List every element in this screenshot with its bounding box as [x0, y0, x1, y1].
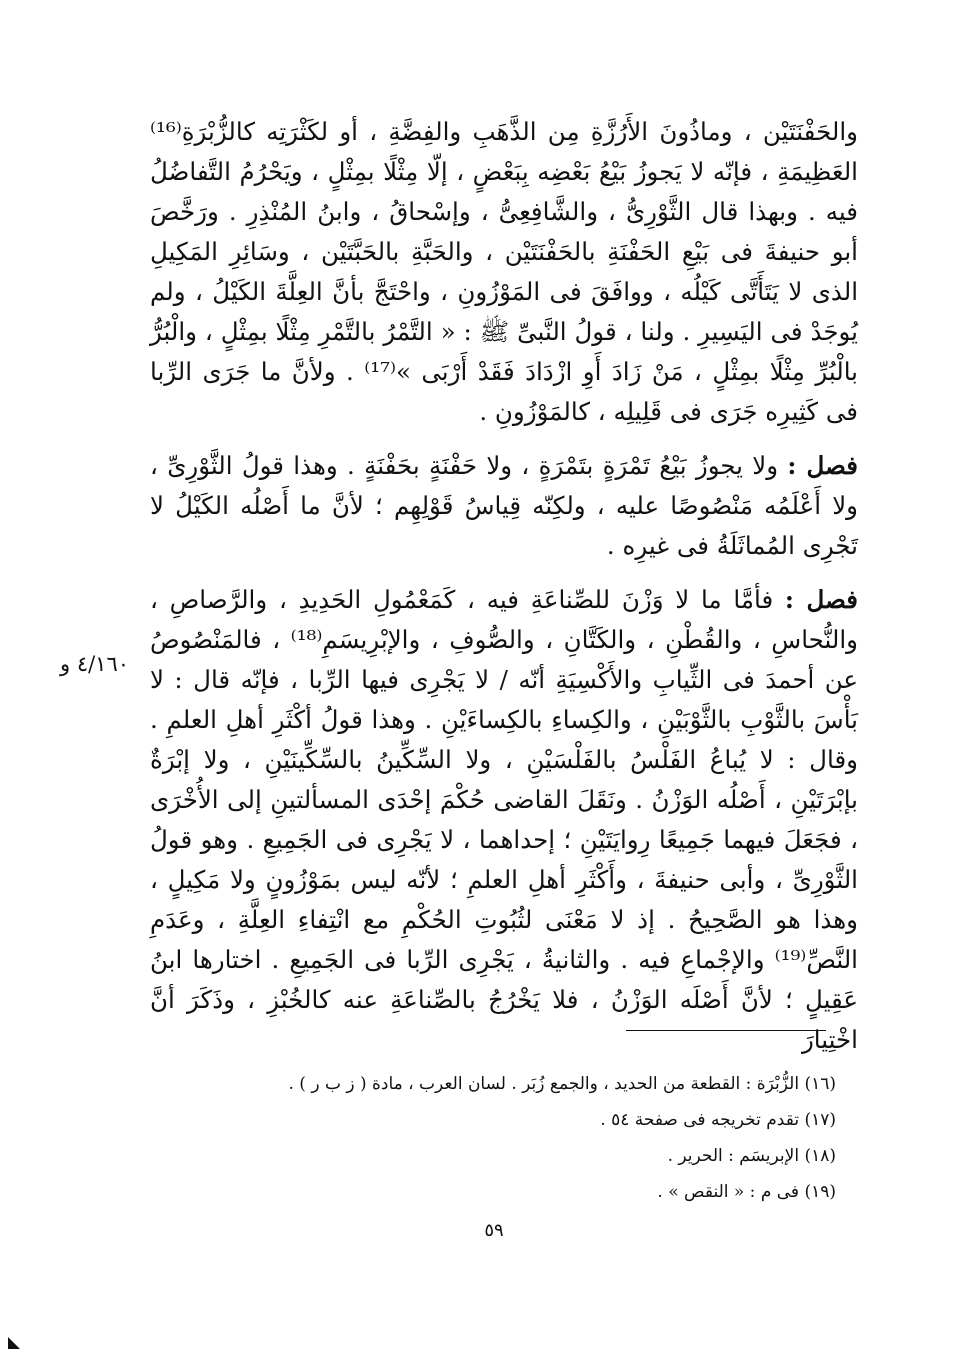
paragraph-text: فأمَّا ما لا وَزْنَ للصِّناعَةِ فيه ، كَمَعْمُولِ الحَدِيدِ ، والرَّصاصِ ، والنُّحاسِ ، والقُطْنِ ، والكَتَّانِ ، والصُّوفِ ، والإبْرِيسَمِ⁽¹⁸⁾ ، فالمَنْصُوصُ عن أحمدَ فى الثِّيابِ والأَكْسِيَةِ أنّه / لا يَجْرِى فيها الرِّبا ، فإنّه قال : لا بَأْسَ بالثَّوْبِ بالثَّوْبَيْنِ ، والكِساءِ بالكِساءَيْنِ . وهذا قولُ أكْثَرِ أهلِ العلمِ . وقال : لا يُباعُ الفَلْسُ بالفَلْسَيْنِ ، ولا السِّكِّينُ بالسِّكِّينَيْنِ ، ولا إبْرَةٌ بإبْرَتَيْنِ ، أَصْلُه الوَزْنُ . ونَقَلَ القاضى حُكْمَ إحْدَى المسألتينِ إلى الأُخْرَى ، فجَعَلَ فيهما جَمِيعًا رِوايَتَيْنِ ؛ إحداهما ، لا يَجْرِى فى الجَمِيعِ . وهو قولُ الثَّوْرِىِّ ، وأبى حنيفةَ ، وأَكْثَرِ أهلِ العلمِ ؛ لأنّه ليس بمَوْزُونٍ ولا مَكِيلٍ ، وهذا هو الصَّحِيحُ . إذ لا مَعْنَى لثُبُوتِ الحُكْمِ مع انْتِفاءِ العِلَّةِ ، وعَدَمِ النَّصِّ⁽¹⁹⁾ والإجْماعِ فيه . والثانيةُ ، يَجْرِى الرِّبا فى الجَمِيعِ . اختارها ابنُ عَقِيلٍ ؛ لأنَّ أَصْلَه الوَزْنُ ، فلا يَخْرُجُ بالصِّناعَةِ عنه كالخُبْزِ ، وذَكَرَ أنَّ اخْتِيارَ [150, 585, 858, 1054]
scan-corner-mark [8, 1337, 20, 1349]
fasl-heading: فصل : [787, 451, 859, 480]
footnote-18: (١٨) الإبريسَم : الحرير . [667, 1146, 836, 1166]
main-text [150, 112, 858, 1060]
footnote-19: (١٩) فى م : « النقص » . [657, 1182, 836, 1202]
footnote-16: (١٦) الزُّبْرَة : القطعة من الحديد ، والجمع زُبَر . لسان العرب ، مادة ( ز ب ر ) . [288, 1074, 836, 1094]
page-number: ٥٩ [484, 1220, 504, 1241]
paragraph-text: والحَفْنَتَيْن ، وماذُونَ الأَرُزَّةِ مِن الذَّهَبِ والفِضَّةِ ، أو لكَثْرَتِه كالزُّبْرَةِ⁽¹⁶⁾ العَظِيمَةِ ، فإنّه لا يَجوزُ بَيْعُ بَعْضِه بِبَعْضٍ ، إلّا مِثْلًا بمِثْلٍ ، ويَحْرُمُ التَّفاضُلُ فيه . وبهذا قال الثَّوْرِىُّ ، والشَّافِعِىُّ ، وإسْحاقُ ، وابنُ المُنْذِرِ . ورَخَّصَ أبو حنيفةَ فى بَيْعِ الحَفْنَةِ بالحَفْنَتَيْن ، والحَبَّةِ بالحَبَّتَيْن ، وسَائِرِ المَكِيلِ الذى لا يَتَأَتَّى كَيْلُه ، ووافَقَ فى المَوْزُونِ ، واحْتَجَّ بأنَّ العِلَّةَ الكَيْلُ ، ولم يُوجَدْ فى اليَسِيرِ . ولنا ، قولُ النَّبىِّ ﷺ : « التَّمْرُ بالتَّمْرِ مِثْلًا بمِثْلٍ ، والْبُرُّ بالْبُرِّ مِثْلًا بمِثْلٍ ، مَنْ زَادَ أَوِ ازْدَادَ فَقَدْ أَرْبَى »⁽¹⁷⁾ . ولأنَّ ما جَرَى الرِّبا فى كَثِيرِه جَرَى فى قَلِيلِه ، كالمَوْزُونِ . [150, 117, 858, 426]
paragraph-fasl-2 [150, 580, 858, 1060]
footnote-17: (١٧) تقدم تخريجه فى صفحة ٥٤ . [600, 1110, 836, 1130]
fasl-heading: فصل : [784, 585, 858, 614]
paragraph-fasl-1 [150, 446, 858, 566]
footnote-divider [626, 1030, 826, 1031]
footnotes [180, 1066, 836, 1210]
paragraph-text: ولا يجوزُ بَيْعُ تَمْرَةٍ بتَمْرَةٍ ، ولا حَفْنَةٍ بحَفْنَةٍ . وهذا قولُ الثَّوْرِىِّ ، ولا أَعْلَمُه مَنْصُوصًا عليه ، ولكِنّه قِياسُ قَوْلِهِم ؛ لأنَّ ما أَصْلُه الكَيْلُ لا تَجْرِى المُماثَلَةُ فى غيرِه . [150, 451, 858, 560]
paragraph-opening [150, 112, 858, 432]
manuscript-folio-marker: ٤/١٦٠ و [60, 652, 130, 676]
